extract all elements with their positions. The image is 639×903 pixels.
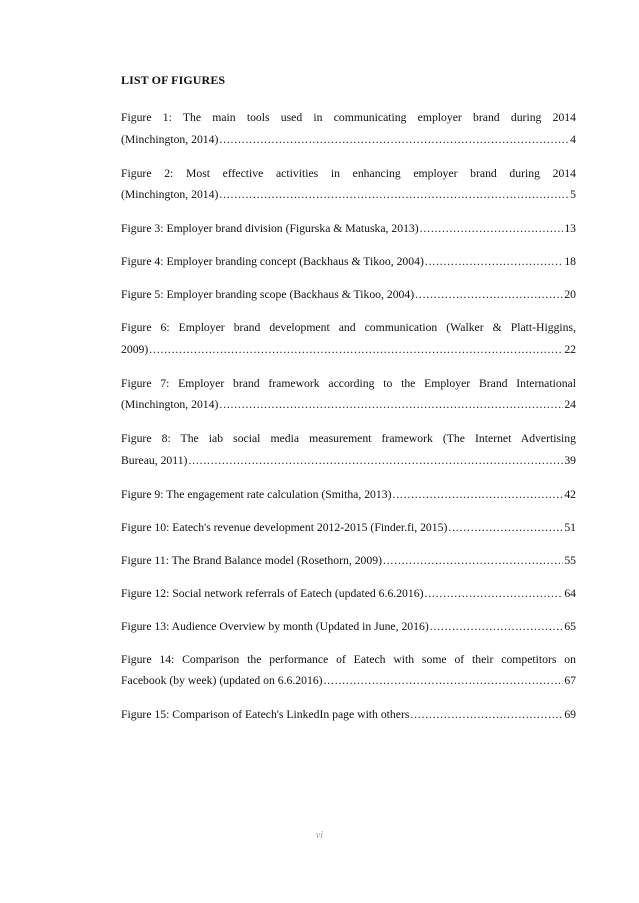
figure-entry-text: (Minchington, 2014) — [121, 132, 219, 146]
figure-page-number: 42 — [564, 487, 576, 501]
figure-entry-text: Figure 13: Audience Overview by month (Updated in June, 2016) — [121, 619, 429, 633]
figure-entry-title-line: Figure 7: Employer brand framework according to the Employer Brand International — [121, 376, 576, 390]
figure-entry[interactable] — [121, 649, 576, 692]
dot-leader — [149, 339, 563, 361]
figure-entry[interactable] — [121, 218, 576, 240]
dot-leader — [219, 394, 563, 416]
figure-page-number: 64 — [564, 586, 576, 600]
figure-entry-text: Figure 9: The engagement rate calculation (Smitha, 2013) — [121, 487, 392, 501]
figure-entry-text: Bureau, 2011) — [121, 453, 188, 467]
dot-leader — [410, 704, 563, 726]
figure-entry-line — [121, 284, 576, 306]
figure-entry-text: Figure 5: Employer branding scope (Backhaus & Tikoo, 2004) — [121, 288, 415, 301]
figure-entry[interactable] — [121, 616, 576, 638]
figure-entry-title-line: Figure 2: Most effective activities in enhancing employer brand during 2014 — [121, 166, 576, 180]
list-of-figures-heading: LIST OF FIGURES — [121, 73, 226, 87]
dot-leader — [188, 450, 563, 472]
figure-entry[interactable] — [121, 163, 576, 206]
figure-entry-text: Figure 10: Eatech's revenue development 2012-2015 (Finder.fi, 2015) — [121, 520, 448, 534]
figure-page-number: 13 — [564, 222, 576, 235]
figure-entry-line — [121, 218, 576, 240]
figure-entry-text: Figure 3: Employer brand division (Figurska & Matuska, 2013) — [121, 222, 419, 235]
figure-entry[interactable] — [121, 583, 576, 605]
page-number: vi — [315, 830, 324, 841]
figure-entry-title-line: Figure 14: Comparison the performance of Eatech with some of their competitors on — [121, 652, 576, 666]
figure-entry[interactable] — [121, 317, 576, 360]
figure-page-number: 39 — [564, 453, 576, 467]
figure-entry-line — [121, 583, 576, 605]
figure-entry-title-line: Figure 6: Employer brand development and communication (Walker & Platt-Higgins, — [121, 321, 576, 334]
figure-page-number: 55 — [564, 553, 576, 567]
figure-page-number: 67 — [564, 674, 576, 687]
dot-leader — [415, 284, 563, 306]
figure-entry[interactable] — [121, 428, 576, 471]
figure-entry-line — [121, 339, 576, 361]
figure-page-number: 4 — [570, 132, 576, 146]
dot-leader — [424, 583, 563, 605]
figure-entry-line — [121, 394, 576, 416]
figure-entry[interactable] — [121, 550, 576, 572]
dot-leader — [324, 670, 564, 692]
dot-leader — [420, 218, 564, 240]
figure-entry-text: Figure 12: Social network referrals of Eatech (updated 6.6.2016) — [121, 586, 424, 600]
figure-page-number: 22 — [564, 342, 576, 356]
dot-leader — [383, 550, 563, 572]
figure-page-number: 69 — [564, 708, 576, 721]
dot-leader — [425, 251, 563, 273]
figure-entry-line — [121, 184, 576, 206]
figure-entry-line — [121, 129, 576, 151]
figure-entry[interactable] — [121, 107, 576, 150]
dot-leader — [448, 517, 563, 539]
figure-entry[interactable] — [121, 517, 576, 539]
figure-entry-text: Facebook (by week) (updated on 6.6.2016) — [121, 674, 323, 687]
figure-entry-title-line: Figure 1: The main tools used in communicating employer brand during 2014 — [121, 111, 576, 124]
dot-leader — [392, 484, 563, 506]
dot-leader — [219, 129, 569, 151]
dot-leader — [430, 616, 564, 638]
figure-entry[interactable] — [121, 704, 576, 726]
figure-entry-text: Figure 11: The Brand Balance model (Rosethorn, 2009) — [121, 553, 382, 567]
figure-entry-text: (Minchington, 2014) — [121, 188, 219, 201]
figure-list — [121, 107, 576, 737]
figure-entry-text: 2009) — [121, 342, 149, 356]
figure-page-number: 24 — [564, 398, 576, 411]
figure-entry[interactable] — [121, 484, 576, 506]
figure-entry-line — [121, 616, 576, 638]
figure-entry-text: Figure 15: Comparison of Eatech's LinkedIn page with others — [121, 708, 410, 721]
figure-entry-line — [121, 251, 576, 273]
figure-entry-line — [121, 484, 576, 506]
figure-entry-line — [121, 517, 576, 539]
figure-entry-line — [121, 550, 576, 572]
figure-entry[interactable] — [121, 251, 576, 273]
figure-entry-title-line: Figure 8: The iab social media measurement framework (The Internet Advertising — [121, 432, 576, 445]
figure-page-number: 20 — [564, 288, 576, 301]
dot-leader — [219, 184, 569, 206]
figure-entry-text: Figure 4: Employer branding concept (Backhaus & Tikoo, 2004) — [121, 255, 424, 268]
figure-entry-line — [121, 670, 576, 692]
figure-entry-text: (Minchington, 2014) — [121, 398, 219, 411]
figure-page-number: 5 — [570, 188, 576, 201]
figure-page-number: 18 — [564, 255, 576, 268]
figure-entry[interactable] — [121, 284, 576, 306]
figure-page-number: 51 — [564, 520, 576, 534]
figure-entry[interactable] — [121, 373, 576, 416]
figure-page-number: 65 — [564, 619, 576, 633]
figure-entry-line — [121, 704, 576, 726]
figure-entry-line — [121, 450, 576, 472]
